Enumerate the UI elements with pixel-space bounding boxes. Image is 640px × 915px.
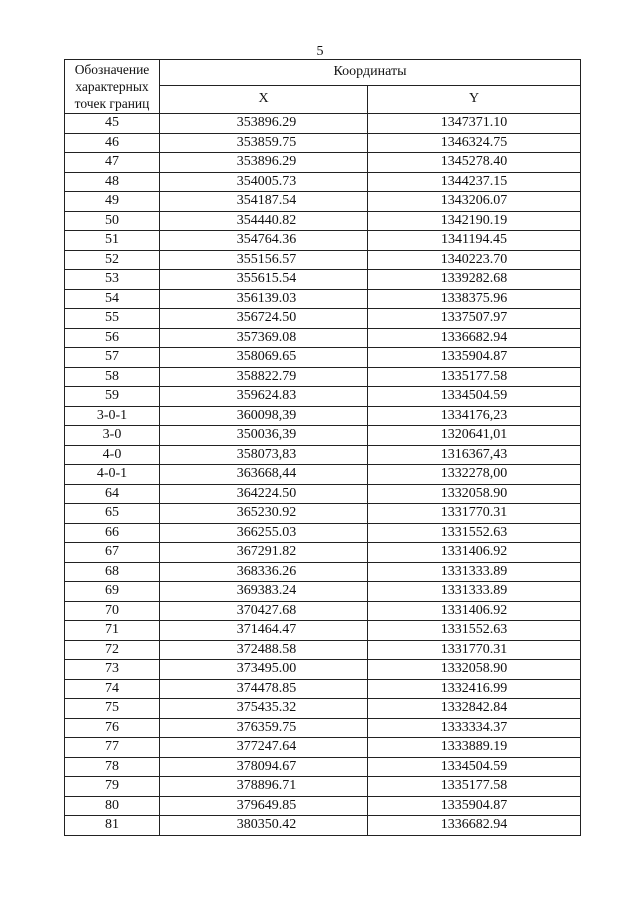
table-row — [65, 114, 581, 134]
point-id-cell: 57 — [65, 348, 160, 368]
table-row — [65, 445, 581, 465]
x-coordinate-cell: 373495.00 — [160, 660, 368, 680]
y-coordinate-cell: 1331770.31 — [368, 504, 581, 524]
table-row — [65, 504, 581, 524]
point-id-cell: 59 — [65, 387, 160, 407]
x-coordinate-cell: 367291.82 — [160, 543, 368, 563]
point-id-cell: 54 — [65, 289, 160, 309]
y-coordinate-cell: 1331552.63 — [368, 523, 581, 543]
y-coordinate-cell: 1331770.31 — [368, 640, 581, 660]
table-row — [65, 387, 581, 407]
x-column-header: X — [160, 85, 368, 113]
table-row — [65, 601, 581, 621]
point-id-cell: 73 — [65, 660, 160, 680]
point-id-cell: 78 — [65, 757, 160, 777]
x-coordinate-cell: 369383.24 — [160, 582, 368, 602]
table-row — [65, 777, 581, 797]
y-column-header: Y — [368, 85, 581, 113]
point-id-cell: 80 — [65, 796, 160, 816]
point-id-cell: 65 — [65, 504, 160, 524]
x-coordinate-cell: 355615.54 — [160, 270, 368, 290]
x-coordinate-cell: 377247.64 — [160, 738, 368, 758]
point-id-cell: 77 — [65, 738, 160, 758]
x-coordinate-cell: 354440.82 — [160, 211, 368, 231]
point-id-cell: 46 — [65, 133, 160, 153]
table-row — [65, 270, 581, 290]
table-row — [65, 484, 581, 504]
y-coordinate-cell: 1331552.63 — [368, 621, 581, 641]
y-coordinate-cell: 1343206.07 — [368, 192, 581, 212]
point-id-cell: 76 — [65, 718, 160, 738]
y-coordinate-cell: 1335904.87 — [368, 796, 581, 816]
y-coordinate-cell: 1333889.19 — [368, 738, 581, 758]
page-number: 5 — [316, 44, 324, 59]
table-row — [65, 328, 581, 348]
x-coordinate-cell: 372488.58 — [160, 640, 368, 660]
x-coordinate-cell: 353859.75 — [160, 133, 368, 153]
point-id-cell: 58 — [65, 367, 160, 387]
x-coordinate-cell: 356724.50 — [160, 309, 368, 329]
point-id-cell: 48 — [65, 172, 160, 192]
x-coordinate-cell: 358822.79 — [160, 367, 368, 387]
point-id-cell: 3-0 — [65, 426, 160, 446]
x-coordinate-cell: 375435.32 — [160, 699, 368, 719]
point-id-cell: 79 — [65, 777, 160, 797]
table-row — [65, 367, 581, 387]
x-coordinate-cell: 368336.26 — [160, 562, 368, 582]
coordinates-table — [64, 59, 581, 836]
table-row — [65, 406, 581, 426]
x-coordinate-cell: 357369.08 — [160, 328, 368, 348]
table-row — [65, 250, 581, 270]
table-row — [65, 640, 581, 660]
table-row — [65, 543, 581, 563]
point-id-cell: 67 — [65, 543, 160, 563]
x-coordinate-cell: 358069.65 — [160, 348, 368, 368]
y-coordinate-cell: 1332842.84 — [368, 699, 581, 719]
coordinates-header: Координаты — [160, 60, 581, 86]
table-row — [65, 562, 581, 582]
x-coordinate-cell: 354005.73 — [160, 172, 368, 192]
table-row — [65, 718, 581, 738]
y-coordinate-cell: 1338375.96 — [368, 289, 581, 309]
table-row — [65, 309, 581, 329]
y-coordinate-cell: 1332278,00 — [368, 465, 581, 485]
table-row — [65, 757, 581, 777]
point-designation-header: Обозначение характерных точек границ — [65, 60, 160, 114]
y-coordinate-cell: 1320641,01 — [368, 426, 581, 446]
table-row — [65, 211, 581, 231]
y-coordinate-cell: 1344237.15 — [368, 172, 581, 192]
table-row — [65, 699, 581, 719]
y-coordinate-cell: 1331333.89 — [368, 562, 581, 582]
point-id-cell: 71 — [65, 621, 160, 641]
y-coordinate-cell: 1332058.90 — [368, 660, 581, 680]
y-coordinate-cell: 1334504.59 — [368, 757, 581, 777]
x-coordinate-cell: 354764.36 — [160, 231, 368, 251]
x-coordinate-cell: 353896.29 — [160, 153, 368, 173]
x-coordinate-cell: 354187.54 — [160, 192, 368, 212]
x-coordinate-cell: 358073,83 — [160, 445, 368, 465]
table-row — [65, 172, 581, 192]
y-coordinate-cell: 1345278.40 — [368, 153, 581, 173]
x-coordinate-cell: 365230.92 — [160, 504, 368, 524]
y-coordinate-cell: 1333334.37 — [368, 718, 581, 738]
point-id-cell: 52 — [65, 250, 160, 270]
table-row — [65, 465, 581, 485]
point-id-cell: 55 — [65, 309, 160, 329]
x-coordinate-cell: 364224.50 — [160, 484, 368, 504]
table-row — [65, 192, 581, 212]
x-coordinate-cell: 378094.67 — [160, 757, 368, 777]
y-coordinate-cell: 1334504.59 — [368, 387, 581, 407]
point-id-cell: 75 — [65, 699, 160, 719]
x-coordinate-cell: 380350.42 — [160, 816, 368, 836]
table-row — [65, 153, 581, 173]
y-coordinate-cell: 1331333.89 — [368, 582, 581, 602]
x-coordinate-cell: 379649.85 — [160, 796, 368, 816]
table-row — [65, 582, 581, 602]
y-coordinate-cell: 1336682.94 — [368, 328, 581, 348]
table-row — [65, 738, 581, 758]
point-id-cell: 64 — [65, 484, 160, 504]
y-coordinate-cell: 1336682.94 — [368, 816, 581, 836]
table-row — [65, 660, 581, 680]
point-id-cell: 49 — [65, 192, 160, 212]
point-id-cell: 4-0-1 — [65, 465, 160, 485]
y-coordinate-cell: 1332058.90 — [368, 484, 581, 504]
x-coordinate-cell: 363668,44 — [160, 465, 368, 485]
y-coordinate-cell: 1340223.70 — [368, 250, 581, 270]
x-coordinate-cell: 371464.47 — [160, 621, 368, 641]
y-coordinate-cell: 1334176,23 — [368, 406, 581, 426]
point-id-cell: 4-0 — [65, 445, 160, 465]
y-coordinate-cell: 1335904.87 — [368, 348, 581, 368]
table-row — [65, 816, 581, 836]
table-body — [65, 114, 581, 836]
table-row — [65, 231, 581, 251]
table-row — [65, 621, 581, 641]
point-id-cell: 50 — [65, 211, 160, 231]
point-id-cell: 70 — [65, 601, 160, 621]
x-coordinate-cell: 374478.85 — [160, 679, 368, 699]
x-coordinate-cell: 356139.03 — [160, 289, 368, 309]
x-coordinate-cell: 353896.29 — [160, 114, 368, 134]
x-coordinate-cell: 376359.75 — [160, 718, 368, 738]
x-coordinate-cell: 378896.71 — [160, 777, 368, 797]
point-id-cell: 3-0-1 — [65, 406, 160, 426]
point-id-cell: 81 — [65, 816, 160, 836]
y-coordinate-cell: 1332416.99 — [368, 679, 581, 699]
point-id-cell: 72 — [65, 640, 160, 660]
x-coordinate-cell: 359624.83 — [160, 387, 368, 407]
point-id-cell: 69 — [65, 582, 160, 602]
table-row — [65, 679, 581, 699]
y-coordinate-cell: 1337507.97 — [368, 309, 581, 329]
x-coordinate-cell: 350036,39 — [160, 426, 368, 446]
point-id-cell: 66 — [65, 523, 160, 543]
table-row — [65, 523, 581, 543]
y-coordinate-cell: 1339282.68 — [368, 270, 581, 290]
table-row — [65, 133, 581, 153]
table-row — [65, 426, 581, 446]
table-row — [65, 348, 581, 368]
y-coordinate-cell: 1341194.45 — [368, 231, 581, 251]
y-coordinate-cell: 1346324.75 — [368, 133, 581, 153]
y-coordinate-cell: 1331406.92 — [368, 543, 581, 563]
table-row — [65, 289, 581, 309]
y-coordinate-cell: 1335177.58 — [368, 777, 581, 797]
point-id-cell: 74 — [65, 679, 160, 699]
point-id-cell: 56 — [65, 328, 160, 348]
y-coordinate-cell: 1331406.92 — [368, 601, 581, 621]
point-id-cell: 45 — [65, 114, 160, 134]
point-id-cell: 51 — [65, 231, 160, 251]
y-coordinate-cell: 1335177.58 — [368, 367, 581, 387]
y-coordinate-cell: 1342190.19 — [368, 211, 581, 231]
point-id-cell: 53 — [65, 270, 160, 290]
x-coordinate-cell: 360098,39 — [160, 406, 368, 426]
x-coordinate-cell: 370427.68 — [160, 601, 368, 621]
point-id-cell: 47 — [65, 153, 160, 173]
x-coordinate-cell: 355156.57 — [160, 250, 368, 270]
y-coordinate-cell: 1347371.10 — [368, 114, 581, 134]
y-coordinate-cell: 1316367,43 — [368, 445, 581, 465]
x-coordinate-cell: 366255.03 — [160, 523, 368, 543]
table-row — [65, 796, 581, 816]
point-id-cell: 68 — [65, 562, 160, 582]
